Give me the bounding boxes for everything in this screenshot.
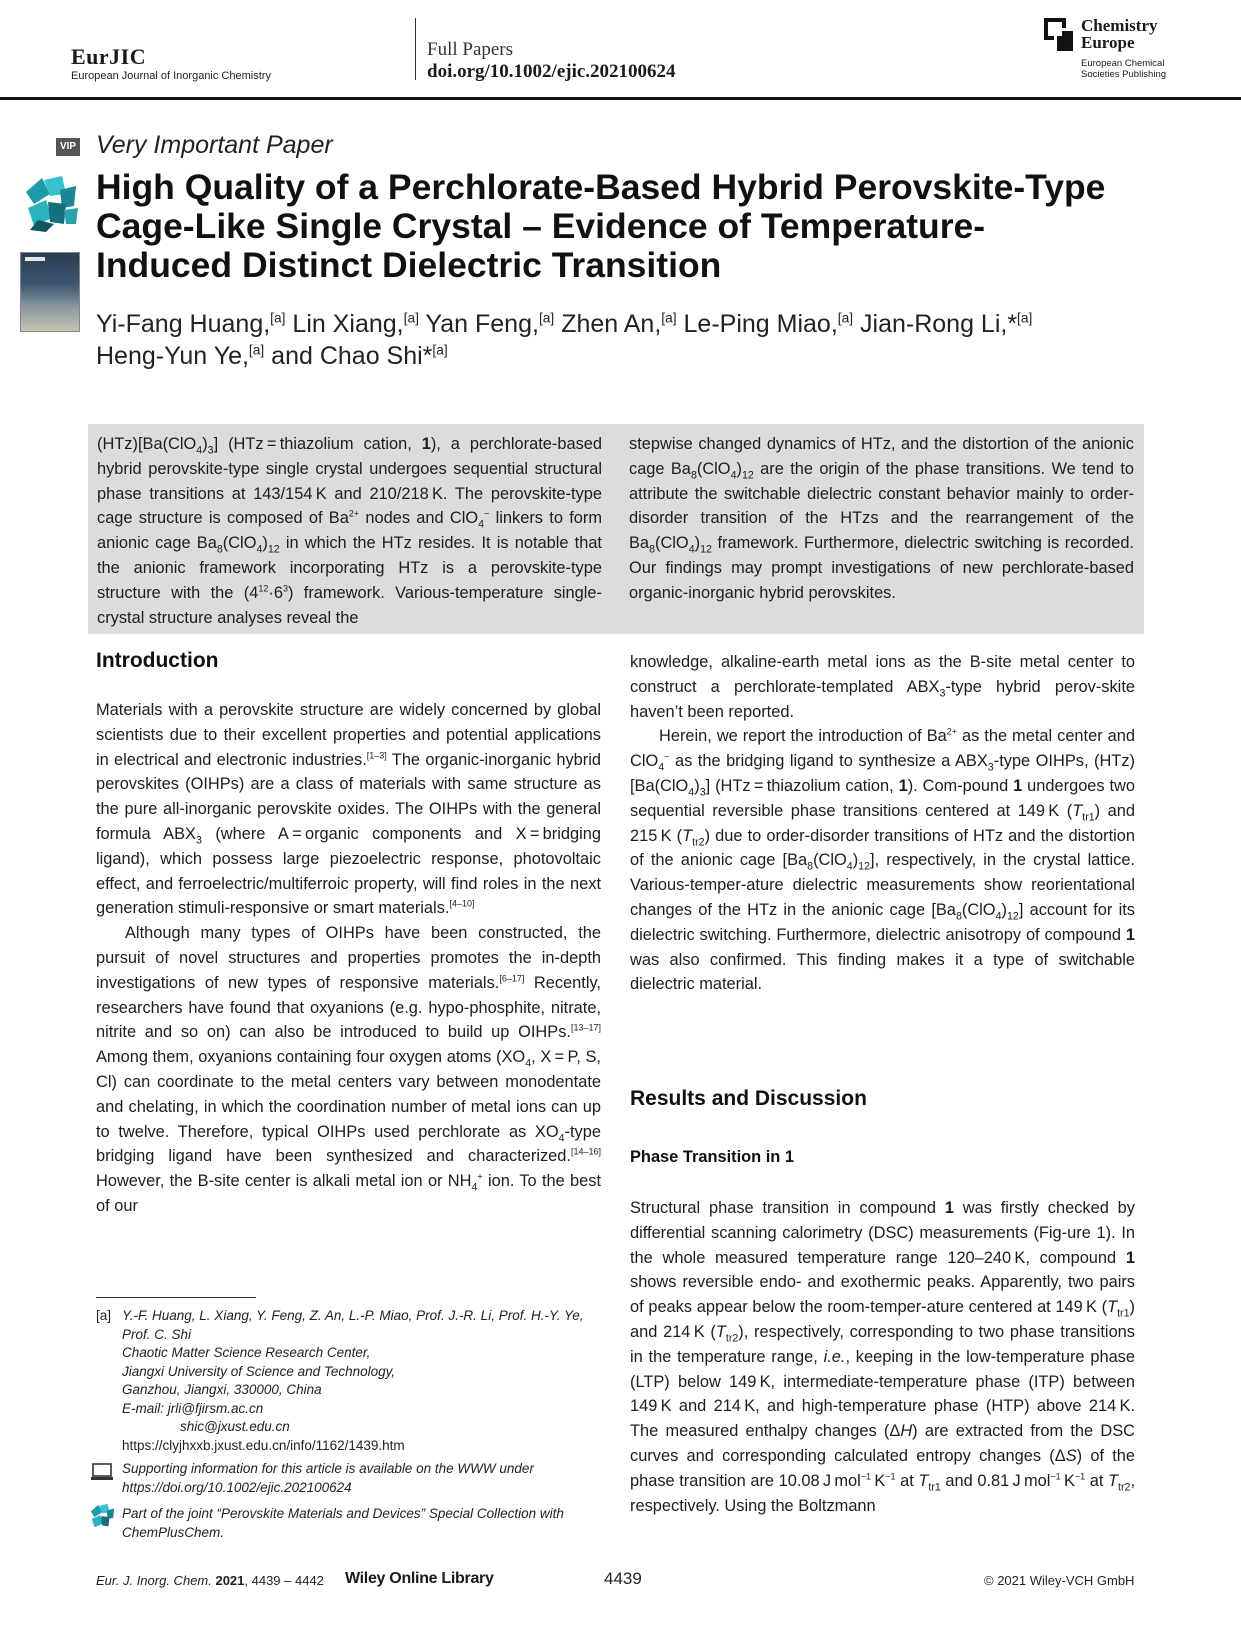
vip-label: Very Important Paper [96, 131, 333, 159]
introduction-text: Materials with a perovskite structure are widely concerned by global scientists due to their excellent properties and potential applications in electrical and electronic industries.[1–3] The organic-inorganic hybrid perovskites (OIHPs) are a class of materials with same structure as the pure all-inorganic perovskite oxides. The OIHPs with the general formula $ABX_3$ (where A = organic components and X = bridging ligand), which possess large piezoelectric response, photovoltaic effect, and ferroelectric/multiferroic property, will find roles in the next generation stimuli-responsive or smart materials.[4–10] Although many types of OIHPs have been constructed, the pursuit of novel structures and properties promotes the in-depth investigations of new types of responsive materials.[6–17] Recently, researchers have found that oxyanions (e.g. hypo-phosphite, nitrate, nitrite and so on) can also be introduced to build up OIHPs.[13–17] Among them, oxyanions containing four oxygen atoms ($XO_4$, X = P, S, Cl) can coordinate to the metal centers vary between monodentate and chelating, in which the coordination number of metal ions can up to twelve. Therefore, typical OIHPs used perchlorate as $XO_4$-type bridging ligand have been synthesized and characterized.[14–16] However, the B-site center is alkali metal ion or $NH_4^+$ ion. To the best of our [96, 701, 601, 1215]
introduction-text-continued: knowledge, alkaline-earth metal ions as the B-site metal center to construct a perchlorate-templated $ABX_3$-type hybrid perov-skite haven’t been reported. Herein, we report the introduction of $Ba^{2+}$ as the metal center and ClO$_4$− as the bridging ligand to synthesize a $ABX_3$-type OIHPs, $(HTz)[Ba(ClO_4)_3] (HTz$ = thiazolium cation, 1). Com-pound 1 undergoes two sequential reversible phase transitions centered at 149 K $(T_{tr1})$ and 215 K $(T_{tr2})$ due to order-disorder transitions of HTz and the distortion of the anionic cage $[Ba_8(ClO_4)_{12}]$, respectively, in the crystal lattice. Various-temper-ature dielectric measurements show reorientational changes of the HTz in the anionic cage $[Ba_8(ClO_4)_{12}]$ account for its dielectric switching. Furthermore, dielectric anisotropy of compound 1 was also confirmed. This finding makes it a type of switchable dielectric material. [630, 653, 1136, 994]
author-name: Lin Xiang, [292, 310, 404, 338]
author-name: Zhen An, [561, 310, 662, 338]
affiliation-url[interactable]: https://clyjhxxb.jxust.edu.cn/info/1162/1439.htm [122, 1437, 405, 1453]
header-rule [0, 97, 1241, 100]
page-number: 4439 [604, 1569, 642, 1588]
footnote-affiliation-label: [a] [96, 1308, 112, 1323]
author-name: Jian-Rong Li,* [860, 310, 1018, 338]
article-title: High Quality of a Perchlorate-Based Hybrid Perovskite-Type Cage-Like Single Crystal – Evidence of Temperature- Induced Distinct Dielectric Transition [96, 167, 1106, 285]
header-divider [415, 18, 416, 80]
journal-full-name: European Journal of Inorganic Chemistry [71, 70, 271, 82]
footnote-supporting-info: Supporting information for this article is available on the WWW under https://doi.org/10.1002/ejic.202100624 [122, 1461, 534, 1495]
crystal-structure-icon [88, 1503, 116, 1531]
publisher-subtitle: European Chemical Societies Publishing [1081, 58, 1167, 80]
abstract-column-left: $(HTz)[Ba(ClO_4)_3] (HTz$ = thiazolium cation, 1), a perchlorate-based hybrid perovskite-type single crystal undergoes sequential structural phase transitions at 143/154 K and 210/218 K. The perovskite-type cage structure is composed of $Ba^{2+}$ nodes and ClO$_4$− linkers to form anionic cage $Ba_8(ClO_4)_{12}$ in which the HTz resides. It is notable that the anionic framework incorporating HTz is a perovskite-type structure with the $(4^{12}\cdot 6^3)$ framework. Various-temperature single-crystal structure analyses reveal the [97, 435, 602, 627]
chemistry-europe-logo-icon [1044, 18, 1076, 54]
section-heading-results: Results and Discussion [630, 1087, 867, 1110]
laptop-icon [90, 1460, 114, 1484]
footnote-rule [96, 1297, 256, 1298]
author-list: Yi-Fang Huang,[a] Lin Xiang,[a] Yan Feng,[a] Zhen An,[a] Le-Ping Miao,[a] Jian-Rong Li,*[a] Heng-Yun Ye,[a] and Chao Shi*[a] [96, 310, 1033, 370]
author-name: Yan Feng, [425, 310, 539, 338]
section-heading-introduction: Introduction [96, 649, 219, 672]
footnote-collection: Part of the joint “Perovskite Materials and Devices” Special Collection with ChemPlusChem. [122, 1506, 564, 1540]
crystal-structure-icon [20, 174, 80, 234]
journal-cover-thumbnail[interactable] [20, 252, 80, 332]
author-name: Yi-Fang Huang, [96, 310, 271, 338]
author-name: Le-Ping Miao, [683, 310, 838, 338]
article-type: Full Papers [427, 39, 514, 60]
author-name: Heng-Yun Ye, [96, 342, 249, 370]
doi-link[interactable]: doi.org/10.1002/ejic.202100624 [427, 61, 676, 82]
abstract-column-right: stepwise changed dynamics of HTz, and the distortion of the anionic cage $Ba_8(ClO_4)_{12}$ are the origin of the phase transitions. We tend to attribute the switchable dielectric constant behavior mainly to order-disorder transition of the HTzs and the rearrangement of the $Ba_8(ClO_4)_{12}$ framework. Furthermore, dielectric switching is recorded. Our findings may prompt investigations of new perchlorate-based organic-inorganic hybrid perovskites. [629, 435, 1134, 602]
footnote-affiliation: Y.-F. Huang, L. Xiang, Y. Feng, Z. An, L.-P. Miao, Prof. J.-R. Li, Prof. H.-Y. Ye, Prof. C. Shi Chaotic Matter Science Research Center, Jiangxi University of Science and Technology, Ganzhou, Jiangxi, 330000, China E-mail: jrli@fjirsm.ac.cn shic@jxust.edu.cn https://clyjhxxb.jxust.edu.cn/info/1162/1439.htm [122, 1307, 602, 1455]
publisher-name: Chemistry Europe [1081, 16, 1158, 52]
footer-copyright: © 2021 Wiley-VCH GmbH [984, 1573, 1135, 1588]
results-text: Structural phase transition in compound 1 was firstly checked by differential scanning calorimetry (DSC) measurements (Fig-ure 1). In the whole measured temperature range 120–240 K, compound 1 shows reversible endo- and exothermic peaks. Apparently, two pairs of peaks appear below the room-temper-ature centered at 149 K $(T_{tr1})$ and 214 K $(T_{tr2})$, respectively, corresponding to two phase transitions in the temperature range, i.e., keeping in the low-temperature phase (LTP) below 149 K, intermediate-temperature phase (ITP) between 149 K and 214 K, and high-temperature phase (HTP) above 214 K. The measured enthalpy changes (ΔH) are extracted from the DSC curves and corresponding calculated entropy changes (ΔS) of the phase transition are 10.08 J mol$^{-1}$ $K^{-1}$ at $T_{tr1}$ and 0.81 J mol$^{-1}$ $K^{-1}$ at $T_{tr2}$, respectively. Using the Boltzmann [630, 1199, 1136, 1515]
footer-citation: Eur. J. Inorg. Chem. 2021, 4439 – 4442 [96, 1573, 324, 1588]
wiley-online-library-link[interactable]: Wiley Online Library [345, 1570, 494, 1587]
journal-logo: EurJIC [71, 44, 147, 69]
vip-badge: VIP [56, 138, 80, 156]
author-name: and Chao Shi* [271, 342, 433, 370]
abstract-box [88, 424, 1144, 634]
subsection-heading-phase-transition: Phase Transition in 1 [630, 1148, 794, 1166]
